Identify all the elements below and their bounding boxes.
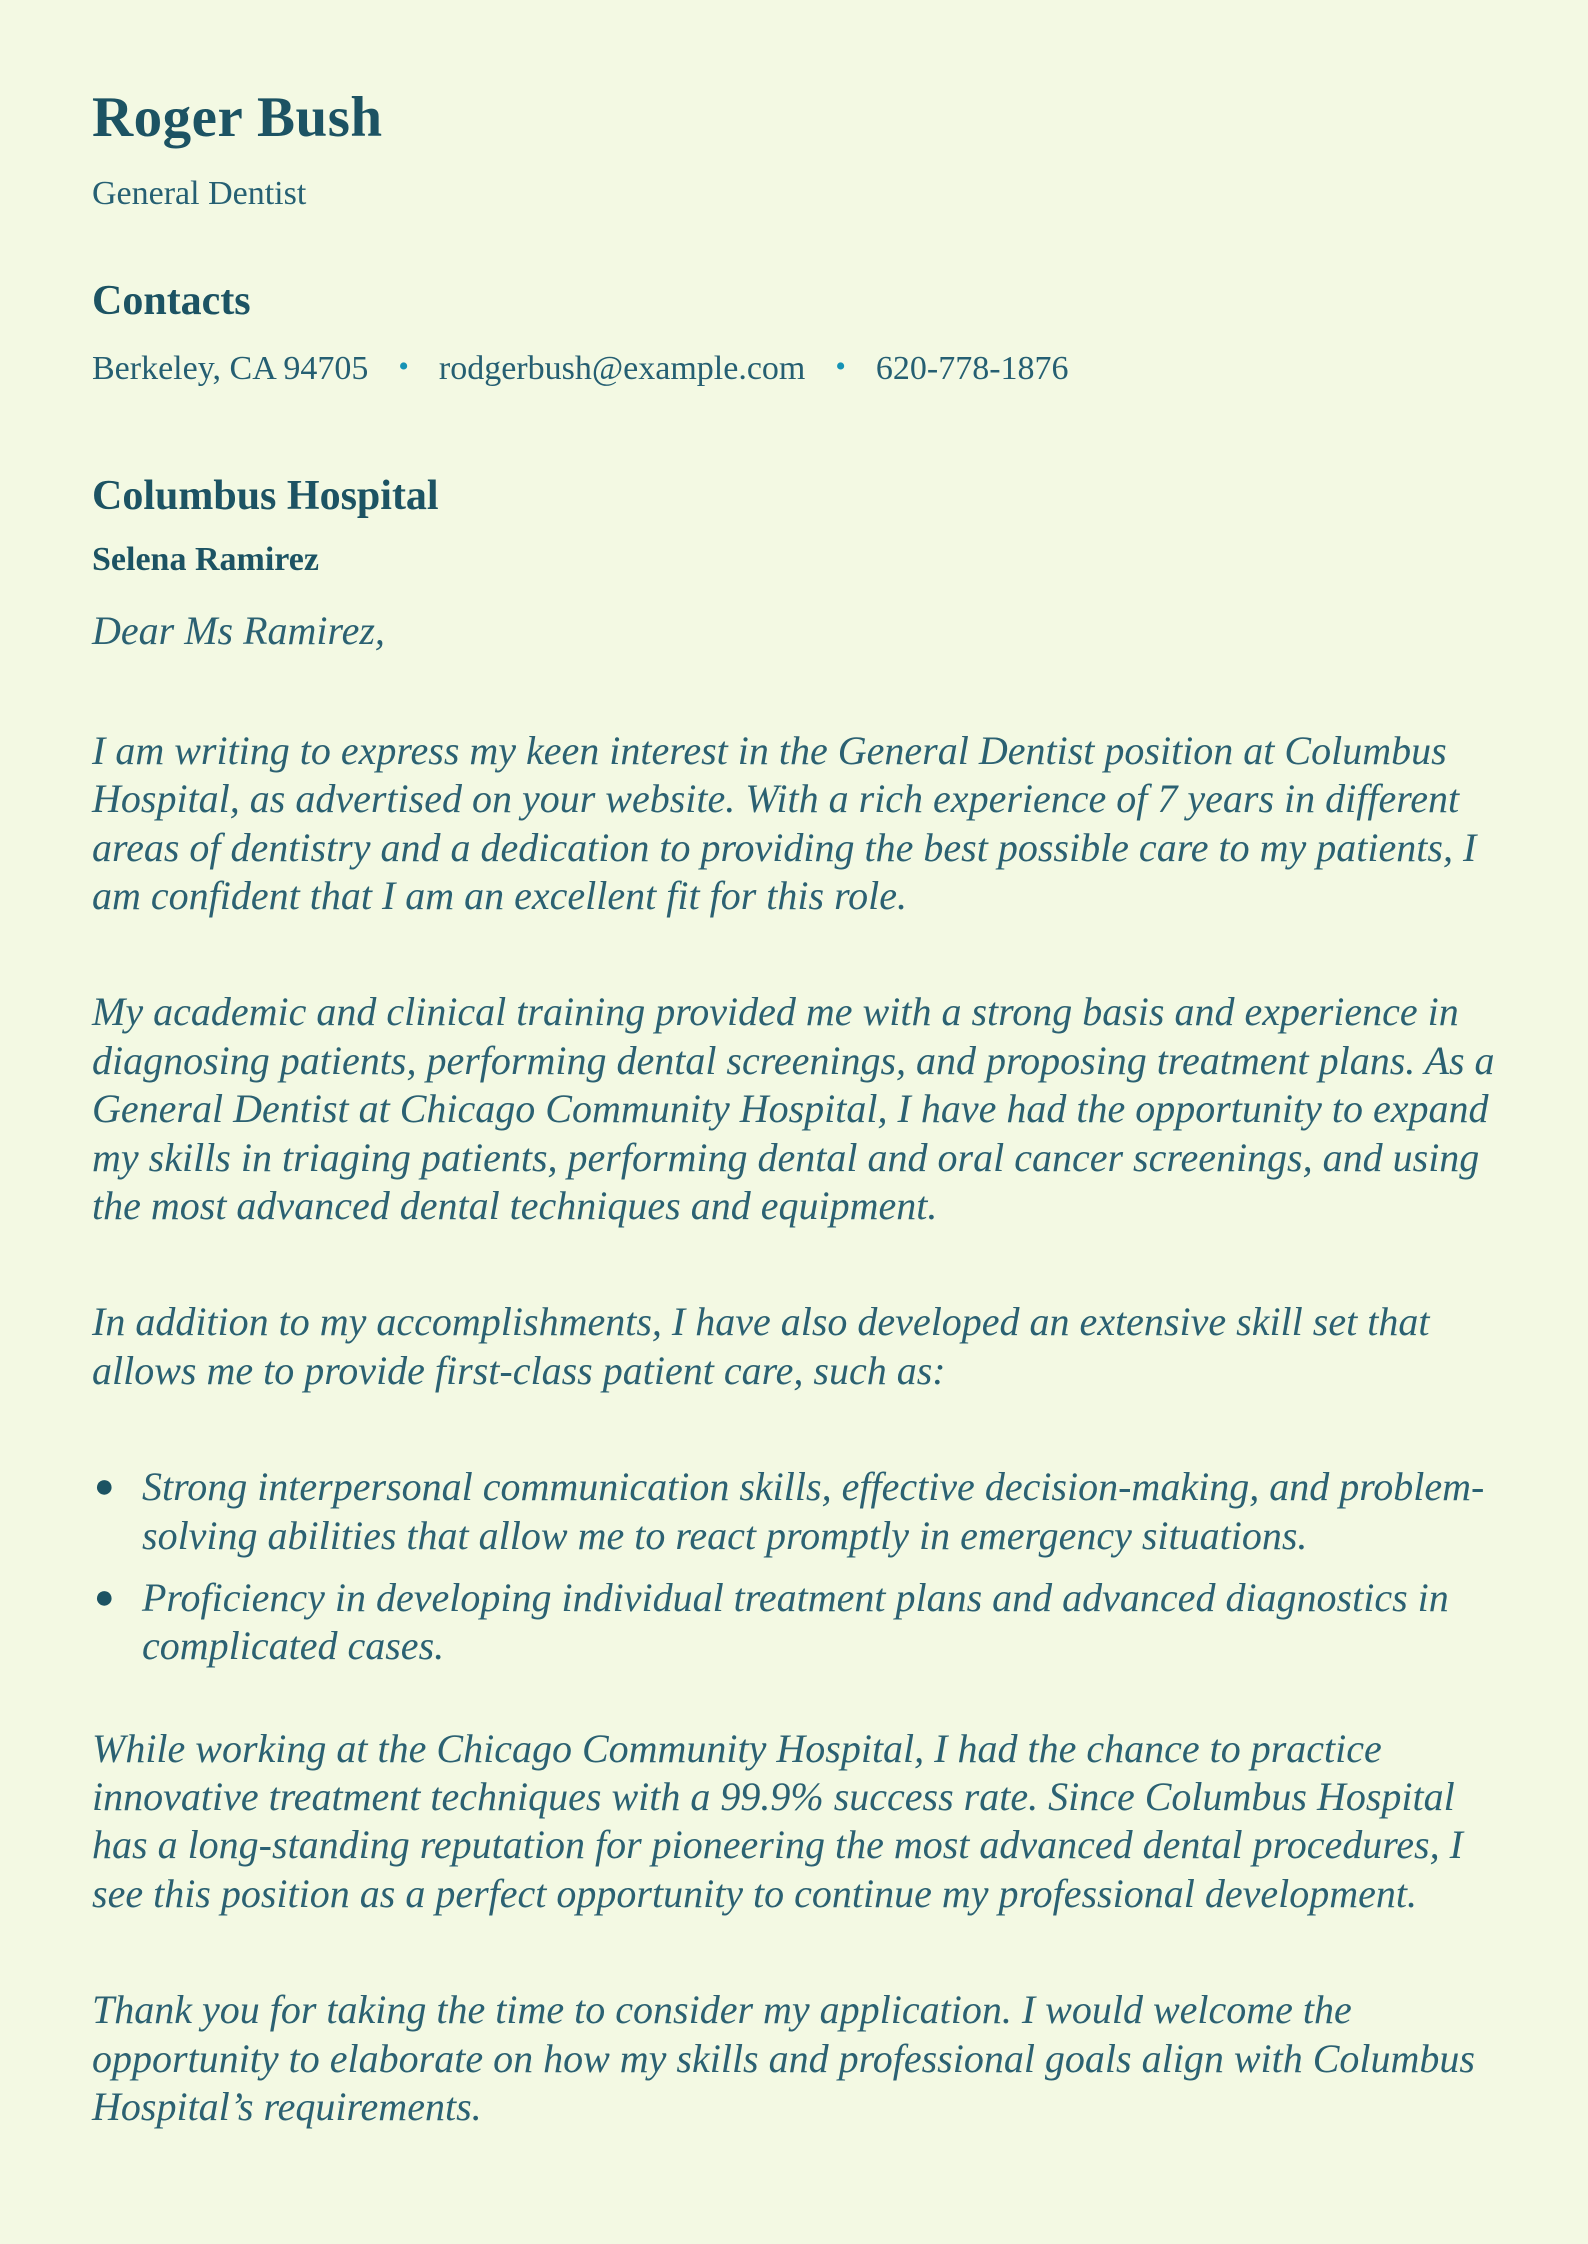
applicant-name: Roger Bush xyxy=(92,86,383,149)
letter-paragraph: While working at the Chicago Community Hospital, I had the chance to practice innovative treatment techniques with a 99.9% success rate. Since Columbus Hospital has a long-standing reputation for pioneering the most advanced dental procedures, I see this position as a perfect opportunity to continue my professional development. xyxy=(92,1725,1463,1916)
contact-row xyxy=(92,349,1496,390)
bullet-dot-icon: ● xyxy=(94,1468,115,1506)
bullet-text: Strong interpersonal communication skills, effective decision-making, and problem-solving abilities that allow me to react promptly in emergency situations. xyxy=(142,1464,1485,1558)
contact-email: rodgerbush@example.com xyxy=(438,349,806,387)
contacts-heading: Contacts xyxy=(92,277,251,324)
salutation: Dear Ms Ramirez, xyxy=(92,607,385,653)
recipient-name: Selena Ramirez xyxy=(92,541,319,579)
letter-paragraph: In addition to my accomplishments, I have also developed an extensive skill set that allows me to provide first-class patient care, such as: xyxy=(92,1299,1430,1393)
company-name: Columbus Hospital xyxy=(92,472,439,519)
contact-phone: 620-778-1876 xyxy=(875,349,1069,387)
letter-paragraph: My academic and clinical training provided me with a strong basis and experience in diagnosing patients, performing dental screenings, and proposing treatment plans. As a General Dentist at Chicago Community Hospital, I have had the opportunity to expand my skills in triaging patients, performing dental and oral cancer screenings, and using the most advanced dental techniques and equipment. xyxy=(92,989,1495,1228)
contact-location: Berkeley, CA 94705 xyxy=(92,349,369,387)
separator-dot-icon: • xyxy=(398,350,409,384)
bullet-dot-icon: ● xyxy=(94,1578,115,1616)
applicant-job-title: General Dentist xyxy=(92,174,307,212)
bullet-item xyxy=(92,1463,1496,1560)
bullet-item xyxy=(92,1574,1496,1671)
letter-paragraph: I am writing to express my keen interest in the General Dentist position at Columbus Hospital, as advertised on your website. With a rich experience of 7 years in different areas of dentistry and a dedication to providing the best possible care to my patients, I am confident that I am an excellent fit for this role. xyxy=(92,727,1477,918)
bullet-text: Proficiency in developing individual treatment plans and advanced diagnostics in complicated cases. xyxy=(142,1574,1449,1669)
skills-bullet-list xyxy=(92,1463,1496,1671)
letter-paragraph: Thank you for taking the time to consider my application. I would welcome the opportunity to elaborate on how my skills and professional goals align with Columbus Hospital’s requirements. xyxy=(92,1987,1475,2130)
separator-dot-icon: • xyxy=(835,350,846,384)
